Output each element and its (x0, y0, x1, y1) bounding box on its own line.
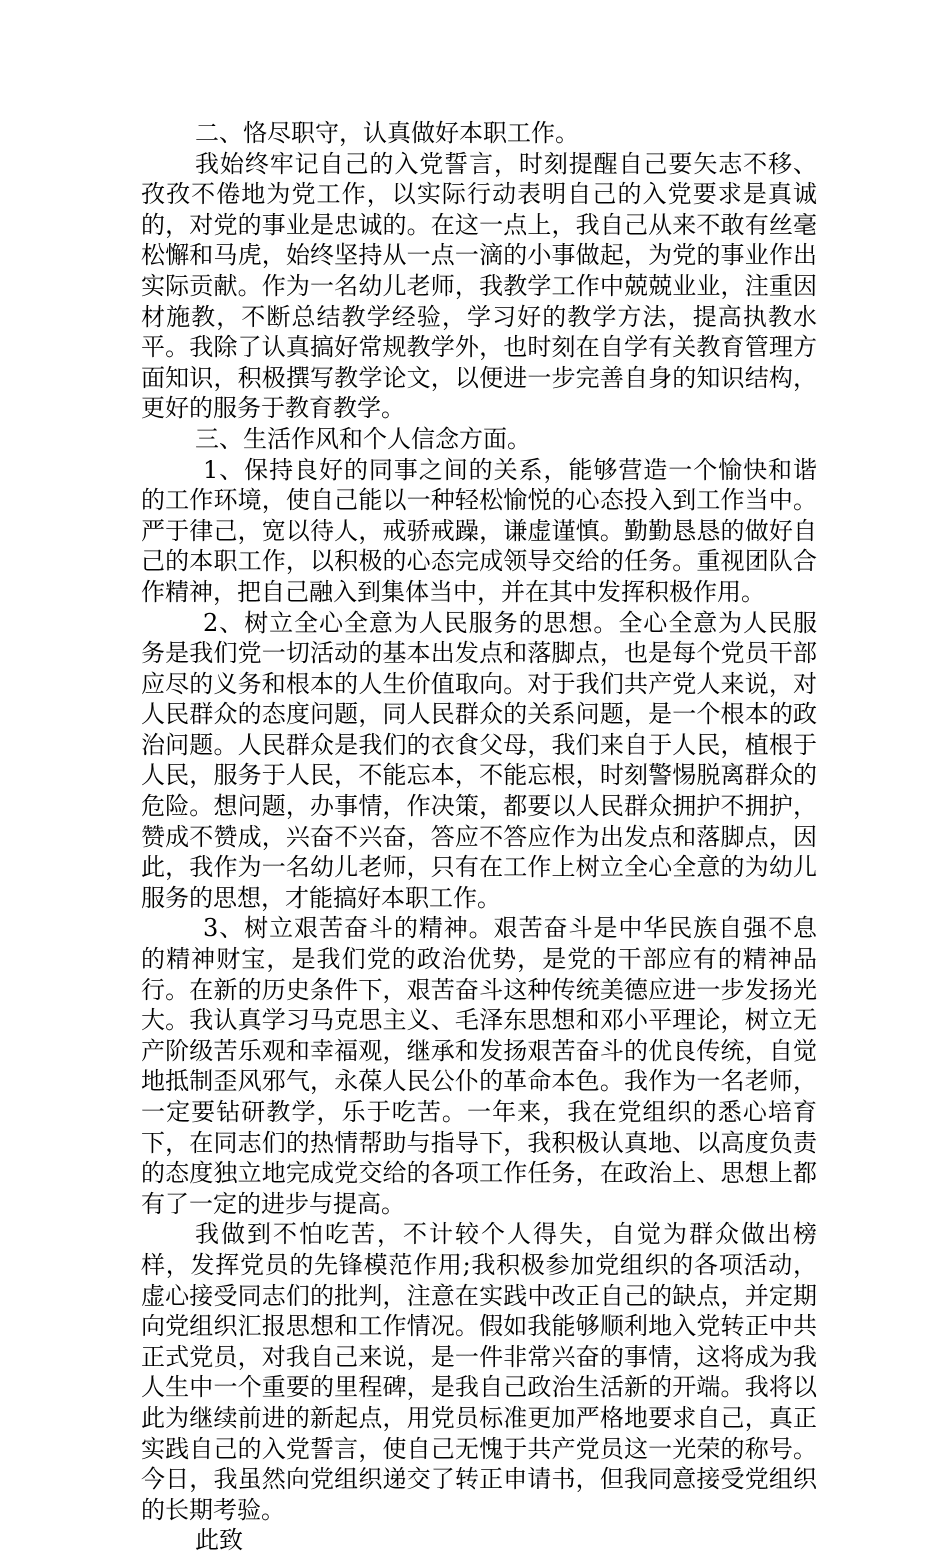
section-3-heading: 三、生活作风和个人信念方面。 (195, 424, 531, 453)
section-2-paragraph: 我始终牢记自己的入党誓言，时刻提醒自己要矢志不移、孜孜不倦地为党工作，以实际行动表明自己的入党要求是真诚的，对党的事业是忠诚的。在这一点上，我自己从来不敢有丝毫松懈和马虎，始终坚持从一点一滴的小事做起，为党的事业作出实际贡献。作为一名幼儿老师，我教学工作中兢兢业业，注重因材施教，不断总结教学经验，学习好的教学方法，提高执教水平。我除了认真搞好常规教学外，也时刻在自学有关教育管理方面知识，积极撰写教学论文，以便进一步完善自身的知识结构，更好的服务于教育教学。 (141, 149, 817, 423)
section-2-heading: 二、恪尽职守，认真做好本职工作。 (195, 119, 579, 147)
item-1-paragraph: 1、保持良好的同事之间的关系，能够营造一个愉快和谐的工作环境，使自己能以一种轻松愉悦的心态投入到工作当中。严于律己，宽以待人，戒骄戒躁，谦虚谨慎。勤勤恳恳的做好自己的本职工作，以积极的心态完成领导交给的任务。重视团队合作精神，把自己融入到集体当中，并在其中发挥积极作用。 (141, 455, 817, 606)
item-3-paragraph: 3、树立艰苦奋斗的精神。艰苦奋斗是中华民族自强不息的精神财宝，是我们党的政治优势，是党的干部应有的精神品行。在新的历史条件下，艰苦奋斗这种传统美德应进一步发扬光大。我认真学习马克思主义、毛泽东思想和邓小平理论，树立无产阶级苦乐观和幸福观，继承和发扬艰苦奋斗的优良传统，自觉地抵制歪风邪气，永葆人民公仆的革命本色。我作为一名老师，一定要钻研教学，乐于吃苦。一年来，我在党组织的悉心培育下，在同志们的热情帮助与指导下，我积极认真地、以高度负责的态度独立地完成党交给的各项工作任务，在政治上、思想上都有了一定的进步与提高。 (141, 914, 817, 1218)
item-2-paragraph: 2、树立全心全意为人民服务的思想。全心全意为人民服务是我们党一切活动的基本出发点和落脚点，也是每个党员干部应尽的义务和根本的人生价值取向。对于我们共产党人来说，对人民群众的态度问题，同人民群众的关系问题，是一个根本的政治问题。人民群众是我们的衣食父母，我们来自于人民，植根于人民，服务于人民，不能忘本，不能忘根，时刻警惕脱离群众的危险。想问题，办事情，作决策，都要以人民群众拥护不拥护，赞成不赞成，兴奋不兴奋，答应不答应作为出发点和落脚点，因此，我作为一名幼儿老师，只有在工作上树立全心全意的为幼儿服务的思想，才能搞好本职工作。 (141, 608, 817, 912)
closing-paragraph: 我做到不怕吃苦，不计较个人得失，自觉为群众做出榜样，发挥党员的先锋模范作用;我积极参加党组织的各项活动，虚心接受同志们的批判，注意在实践中改正自己的缺点，并定期向党组织汇报思想和工作情况。假如我能够顺利地入党转正中共正式党员，对我自己来说，是一件非常兴奋的事情，这将成为我人生中一个重要的里程碑，是我自己政治生活新的开端。我将以此为继续前进的新起点，用党员标准更加严格地要求自己，真正实践自己的入党誓言，使自己无愧于共产党员这一光荣的称号。今日，我虽然向党组织递交了转正申请书，但我同意接受党组织的长期考验。 (141, 1220, 817, 1524)
salutation: 此致 (195, 1526, 243, 1555)
document-body (141, 118, 817, 1556)
